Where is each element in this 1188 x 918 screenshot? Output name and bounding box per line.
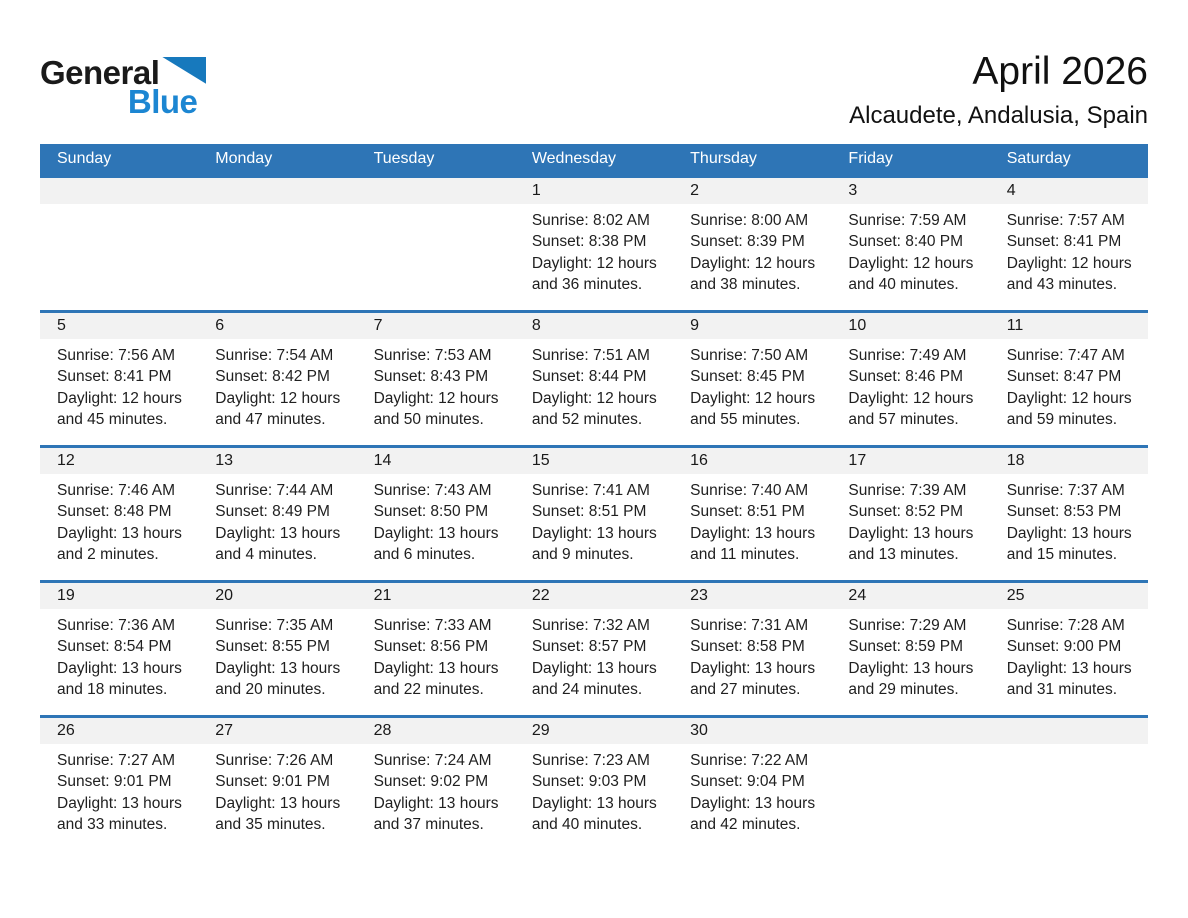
day-cell (198, 718, 356, 850)
sunset-text: Sunset: 8:51 PM (531, 503, 647, 521)
week-row (40, 715, 1148, 850)
sunrise-text: Sunrise: 7:32 AM (531, 616, 650, 634)
daylight-text-line1: Daylight: 13 hours (57, 524, 182, 542)
sunset-text: Sunset: 8:41 PM (1006, 233, 1122, 251)
daylight-text-line2: and 29 minutes. (848, 681, 959, 699)
daylight-text-line1: Daylight: 12 hours (1006, 389, 1132, 407)
day-details (831, 204, 989, 296)
sunset-text: Sunset: 8:57 PM (531, 638, 647, 656)
day-cell (515, 178, 673, 310)
weekday-header-wednesday: Wednesday (531, 150, 617, 168)
sunrise-text: Sunrise: 7:39 AM (848, 481, 967, 499)
sunset-text: Sunset: 8:53 PM (1006, 503, 1122, 521)
sunrise-text: Sunrise: 7:29 AM (848, 616, 967, 634)
sunset-text: Sunset: 8:50 PM (373, 503, 489, 521)
day-cell (831, 583, 989, 715)
sunrise-text: Sunrise: 7:31 AM (690, 616, 809, 634)
sunset-text: Sunset: 8:38 PM (531, 233, 647, 251)
daylight-text-line2: and 47 minutes. (215, 411, 326, 429)
day-cell (990, 583, 1148, 715)
day-cell (990, 178, 1148, 310)
day-details (357, 339, 515, 431)
sunset-text: Sunset: 9:02 PM (373, 773, 489, 791)
sunrise-text: Sunrise: 7:40 AM (690, 481, 809, 499)
sunrise-text: Sunrise: 7:57 AM (1006, 211, 1125, 229)
day-cell (831, 313, 989, 445)
location-subtitle: Alcaudete, Andalusia, Spain (849, 101, 1148, 129)
day-details (990, 204, 1148, 296)
day-number: 14 (357, 448, 515, 474)
sunrise-text: Sunrise: 7:37 AM (1006, 481, 1125, 499)
sunset-text: Sunset: 8:43 PM (373, 368, 489, 386)
sunset-text: Sunset: 8:40 PM (848, 233, 964, 251)
day-cell (198, 313, 356, 445)
weekday-header-friday: Friday (848, 150, 893, 168)
daylight-text-line1: Daylight: 12 hours (848, 254, 974, 272)
day-cell (515, 313, 673, 445)
day-number: 6 (198, 313, 356, 339)
day-cell (198, 583, 356, 715)
page-title: April 2026 (972, 50, 1148, 93)
day-number: 25 (990, 583, 1148, 609)
sunset-text: Sunset: 8:55 PM (215, 638, 330, 656)
day-number: 28 (357, 718, 515, 744)
day-cell (673, 178, 831, 310)
sunrise-text: Sunrise: 7:51 AM (531, 346, 650, 364)
daylight-text-line2: and 2 minutes. (57, 546, 159, 564)
day-number: 16 (673, 448, 831, 474)
weeks-container (40, 175, 1148, 850)
title-block (849, 50, 1148, 131)
sunset-text: Sunset: 8:41 PM (57, 368, 172, 386)
day-details (990, 339, 1148, 431)
day-number: 22 (515, 583, 673, 609)
daylight-text-line1: Daylight: 13 hours (57, 659, 182, 677)
header (40, 0, 1148, 131)
day-details (515, 609, 673, 701)
day-number (831, 718, 989, 744)
day-number: 4 (990, 178, 1148, 204)
day-details (40, 339, 198, 431)
day-cell (990, 718, 1148, 850)
day-details (515, 474, 673, 566)
day-cell (673, 313, 831, 445)
logo-text-general: General (40, 54, 160, 91)
day-cell (40, 313, 198, 445)
sunset-text: Sunset: 8:42 PM (215, 368, 330, 386)
daylight-text-line1: Daylight: 12 hours (531, 389, 657, 407)
daylight-text-line1: Daylight: 13 hours (373, 524, 499, 542)
sunrise-text: Sunrise: 7:27 AM (57, 751, 176, 769)
day-details (990, 474, 1148, 566)
day-details (831, 609, 989, 701)
day-number: 27 (198, 718, 356, 744)
daylight-text-line2: and 45 minutes. (57, 411, 168, 429)
daylight-text-line1: Daylight: 12 hours (215, 389, 341, 407)
day-cell (673, 583, 831, 715)
day-details (40, 474, 198, 566)
calendar-table (40, 144, 1148, 850)
weekday-header-sunday: Sunday (57, 150, 112, 168)
day-number: 18 (990, 448, 1148, 474)
daylight-text-line2: and 11 minutes. (690, 546, 800, 564)
day-number: 10 (831, 313, 989, 339)
daylight-text-line1: Daylight: 13 hours (1006, 659, 1132, 677)
daylight-text-line2: and 59 minutes. (1006, 411, 1117, 429)
day-details (990, 609, 1148, 701)
daylight-text-line1: Daylight: 13 hours (215, 524, 341, 542)
daylight-text-line1: Daylight: 13 hours (373, 659, 499, 677)
day-details (515, 339, 673, 431)
daylight-text-line2: and 43 minutes. (1006, 276, 1117, 294)
day-cell (40, 583, 198, 715)
day-cell (831, 448, 989, 580)
day-details (831, 474, 989, 566)
weekday-header-tuesday: Tuesday (373, 150, 435, 168)
sunrise-text: Sunrise: 7:22 AM (690, 751, 809, 769)
daylight-text-line1: Daylight: 12 hours (57, 389, 182, 407)
day-cell (357, 313, 515, 445)
daylight-text-line2: and 9 minutes. (531, 546, 634, 564)
day-details (357, 204, 515, 210)
sunset-text: Sunset: 8:56 PM (373, 638, 489, 656)
day-details (357, 609, 515, 701)
day-cell (831, 718, 989, 850)
daylight-text-line2: and 57 minutes. (848, 411, 959, 429)
day-cell (40, 718, 198, 850)
sunrise-text: Sunrise: 7:47 AM (1006, 346, 1125, 364)
day-details (515, 204, 673, 296)
day-cell (673, 718, 831, 850)
sunrise-text: Sunrise: 7:28 AM (1006, 616, 1125, 634)
sunrise-text: Sunrise: 7:41 AM (531, 481, 650, 499)
day-cell (357, 178, 515, 310)
daylight-text-line2: and 50 minutes. (373, 411, 484, 429)
day-details (198, 204, 356, 210)
daylight-text-line1: Daylight: 12 hours (531, 254, 657, 272)
sunrise-text: Sunrise: 7:49 AM (848, 346, 967, 364)
daylight-text-line2: and 18 minutes. (57, 681, 168, 699)
sunrise-text: Sunrise: 7:53 AM (373, 346, 492, 364)
daylight-text-line2: and 40 minutes. (848, 276, 959, 294)
daylight-text-line1: Daylight: 12 hours (1006, 254, 1132, 272)
general-blue-logo (40, 50, 206, 118)
daylight-text-line2: and 55 minutes. (690, 411, 801, 429)
sunrise-text: Sunrise: 7:59 AM (848, 211, 967, 229)
day-number: 21 (357, 583, 515, 609)
week-row (40, 310, 1148, 445)
day-details (40, 744, 198, 836)
day-number (40, 178, 198, 204)
day-details (673, 609, 831, 701)
day-number: 1 (515, 178, 673, 204)
sunrise-text: Sunrise: 7:50 AM (690, 346, 809, 364)
daylight-text-line2: and 27 minutes. (690, 681, 801, 699)
day-details (198, 609, 356, 701)
day-number: 17 (831, 448, 989, 474)
sunset-text: Sunset: 8:54 PM (57, 638, 172, 656)
sunset-text: Sunset: 8:58 PM (690, 638, 805, 656)
day-number: 7 (357, 313, 515, 339)
day-number (990, 718, 1148, 744)
day-cell (198, 448, 356, 580)
logo-text-blue: Blue (127, 83, 198, 120)
weekday-header-thursday: Thursday (690, 150, 757, 168)
daylight-text-line1: Daylight: 13 hours (1006, 524, 1132, 542)
sunset-text: Sunset: 9:01 PM (215, 773, 330, 791)
day-cell (357, 448, 515, 580)
day-number (198, 178, 356, 204)
sunrise-text: Sunrise: 7:36 AM (57, 616, 176, 634)
daylight-text-line2: and 20 minutes. (215, 681, 326, 699)
daylight-text-line1: Daylight: 12 hours (373, 389, 499, 407)
weekday-header-row (40, 144, 1148, 175)
daylight-text-line1: Daylight: 13 hours (848, 659, 974, 677)
day-number: 13 (198, 448, 356, 474)
day-details (673, 204, 831, 296)
daylight-text-line2: and 15 minutes. (1006, 546, 1117, 564)
daylight-text-line1: Daylight: 13 hours (531, 659, 657, 677)
day-cell (515, 448, 673, 580)
sunrise-text: Sunrise: 8:02 AM (531, 211, 650, 229)
day-number: 5 (40, 313, 198, 339)
day-details (198, 744, 356, 836)
sunrise-text: Sunrise: 7:24 AM (373, 751, 492, 769)
day-cell (357, 583, 515, 715)
day-cell (990, 313, 1148, 445)
sunrise-text: Sunrise: 7:46 AM (57, 481, 176, 499)
sunset-text: Sunset: 8:46 PM (848, 368, 964, 386)
week-row (40, 175, 1148, 310)
day-details (357, 474, 515, 566)
sunrise-text: Sunrise: 7:44 AM (215, 481, 334, 499)
week-row (40, 445, 1148, 580)
sunset-text: Sunset: 8:52 PM (848, 503, 964, 521)
sunrise-text: Sunrise: 7:56 AM (57, 346, 176, 364)
daylight-text-line2: and 40 minutes. (531, 816, 643, 834)
sunset-text: Sunset: 9:01 PM (57, 773, 172, 791)
daylight-text-line2: and 33 minutes. (57, 816, 168, 834)
day-cell (515, 718, 673, 850)
logo-triangle-icon (162, 57, 206, 84)
day-number: 23 (673, 583, 831, 609)
day-cell (673, 448, 831, 580)
day-number: 11 (990, 313, 1148, 339)
day-number: 8 (515, 313, 673, 339)
daylight-text-line1: Daylight: 13 hours (848, 524, 974, 542)
day-details (40, 204, 198, 210)
daylight-text-line1: Daylight: 12 hours (690, 254, 816, 272)
day-number: 3 (831, 178, 989, 204)
sunset-text: Sunset: 8:51 PM (690, 503, 805, 521)
day-details (673, 474, 831, 566)
day-number (357, 178, 515, 204)
day-number: 2 (673, 178, 831, 204)
daylight-text-line1: Daylight: 13 hours (215, 659, 341, 677)
day-cell (515, 583, 673, 715)
day-cell (198, 178, 356, 310)
sunrise-text: Sunrise: 7:43 AM (373, 481, 492, 499)
daylight-text-line1: Daylight: 13 hours (531, 524, 657, 542)
sunrise-text: Sunrise: 7:26 AM (215, 751, 334, 769)
sunrise-text: Sunrise: 7:35 AM (215, 616, 334, 634)
day-details (40, 609, 198, 701)
day-details (357, 744, 515, 836)
daylight-text-line1: Daylight: 13 hours (531, 794, 657, 812)
daylight-text-line1: Daylight: 13 hours (57, 794, 182, 812)
day-number: 29 (515, 718, 673, 744)
day-details (831, 339, 989, 431)
daylight-text-line2: and 13 minutes. (848, 546, 959, 564)
day-details (515, 744, 673, 836)
day-details (198, 339, 356, 431)
sunset-text: Sunset: 9:03 PM (531, 773, 647, 791)
sunset-text: Sunset: 8:45 PM (690, 368, 805, 386)
day-cell (40, 448, 198, 580)
daylight-text-line1: Daylight: 13 hours (215, 794, 341, 812)
day-number: 30 (673, 718, 831, 744)
day-cell (990, 448, 1148, 580)
daylight-text-line2: and 36 minutes. (531, 276, 643, 294)
weekday-header-saturday: Saturday (1006, 150, 1071, 168)
weekday-header-monday: Monday (215, 150, 273, 168)
week-row (40, 580, 1148, 715)
day-number: 19 (40, 583, 198, 609)
day-cell (831, 178, 989, 310)
day-number: 24 (831, 583, 989, 609)
sunrise-text: Sunrise: 8:00 AM (690, 211, 809, 229)
sunset-text: Sunset: 8:48 PM (57, 503, 172, 521)
daylight-text-line2: and 31 minutes. (1006, 681, 1117, 699)
day-number: 20 (198, 583, 356, 609)
daylight-text-line1: Daylight: 13 hours (690, 659, 816, 677)
sunset-text: Sunset: 8:44 PM (531, 368, 647, 386)
daylight-text-line2: and 38 minutes. (690, 276, 801, 294)
daylight-text-line1: Daylight: 13 hours (690, 794, 816, 812)
sunrise-text: Sunrise: 7:23 AM (531, 751, 650, 769)
daylight-text-line2: and 42 minutes. (690, 816, 801, 834)
day-number: 12 (40, 448, 198, 474)
sunset-text: Sunset: 8:39 PM (690, 233, 805, 251)
sunset-text: Sunset: 8:47 PM (1006, 368, 1122, 386)
daylight-text-line1: Daylight: 12 hours (690, 389, 816, 407)
daylight-text-line1: Daylight: 12 hours (848, 389, 974, 407)
sunset-text: Sunset: 9:00 PM (1006, 638, 1122, 656)
sunset-text: Sunset: 9:04 PM (690, 773, 805, 791)
daylight-text-line2: and 6 minutes. (373, 546, 476, 564)
daylight-text-line2: and 22 minutes. (373, 681, 484, 699)
day-number: 15 (515, 448, 673, 474)
daylight-text-line2: and 4 minutes. (215, 546, 317, 564)
day-details (673, 744, 831, 836)
day-number: 26 (40, 718, 198, 744)
sunrise-text: Sunrise: 7:54 AM (215, 346, 334, 364)
daylight-text-line2: and 37 minutes. (373, 816, 484, 834)
day-details (990, 744, 1148, 750)
daylight-text-line2: and 52 minutes. (531, 411, 643, 429)
day-cell (40, 178, 198, 310)
day-number: 9 (673, 313, 831, 339)
daylight-text-line2: and 24 minutes. (531, 681, 643, 699)
daylight-text-line1: Daylight: 13 hours (373, 794, 499, 812)
sunrise-text: Sunrise: 7:33 AM (373, 616, 492, 634)
daylight-text-line2: and 35 minutes. (215, 816, 326, 834)
sunset-text: Sunset: 8:49 PM (215, 503, 330, 521)
sunset-text: Sunset: 8:59 PM (848, 638, 964, 656)
daylight-text-line1: Daylight: 13 hours (690, 524, 816, 542)
day-cell (357, 718, 515, 850)
day-details (198, 474, 356, 566)
day-details (673, 339, 831, 431)
day-details (831, 744, 989, 750)
